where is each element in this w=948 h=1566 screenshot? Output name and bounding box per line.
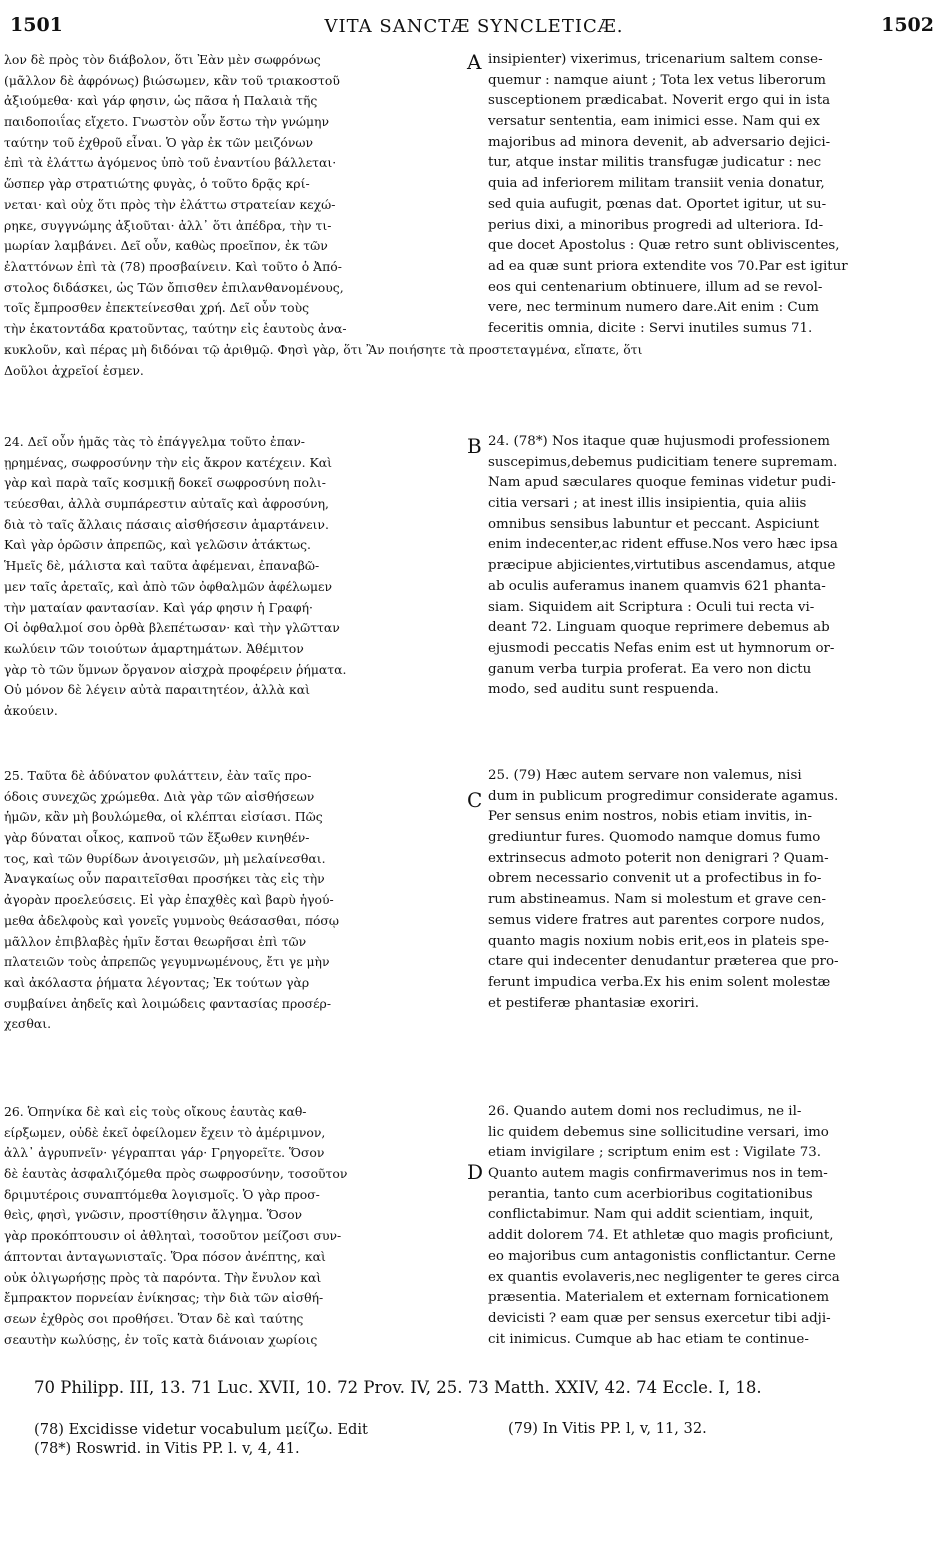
text-line: οὐκ ὀλιγωρήσῃς πρὸς τὰ παρόντα. Τὴν ἔνυλον καὶ xyxy=(4,1269,322,1285)
text-line: λον δὲ πρὸς τὸν διάβολον, ὅτι Ἐὰν μὲν σωφρόνως xyxy=(4,52,321,67)
text-line: lic quidem debemus sine sollicitudine versari, imo xyxy=(488,1124,829,1140)
text-line: γὰρ προκόπτουσιν οἱ ἀθληταὶ, τοσοῦτον μείζοσι συν- xyxy=(4,1228,342,1244)
text-line: feceritis omnia, dicite : Servi inutiles sumus 71. xyxy=(488,320,813,336)
text-line: susceptionem prædicabat. Noverit ergo qui in ista xyxy=(488,93,831,109)
scripture-references: 70 Philipp. III, 13. 71 Luc. XVII, 10. 72 Prov. IV, 25. 73 Matth. XXIV, 42. 74 Eccle. I, 18. xyxy=(34,1378,762,1397)
text-line: quemur : namque aiunt ; Tota lex vetus liberorum xyxy=(488,72,826,88)
margin-letter-b: B xyxy=(467,434,482,458)
text-line: Δοῦλοι ἀχρεῖοί ἐσμεν. xyxy=(4,362,144,378)
text-line: ἀλλ᾽ ἀγρυπνεῖν· γέγραπται γάρ· Γρηγορεῖτε. Ὅσον xyxy=(4,1145,325,1161)
text-line: quanto magis noxium nobis erit,eos in plateis spe- xyxy=(488,933,829,949)
text-line: grediuntur fures. Quomodo namque domus fumo xyxy=(488,830,821,846)
text-line: ἐλαττόνων ἐπὶ τὰ (78) προσβαίνειν. Καὶ τοῦτο ὁ Ἀπό- xyxy=(4,258,342,274)
footnote-79: (79) In Vitis PP. l, v, 11, 32. xyxy=(508,1420,707,1437)
text-line: τεύεσθαι, ἀλλὰ συμπάρεστιν αὐταῖς καὶ ἀφροσύνη, xyxy=(4,496,329,512)
page-number-left: 1501 xyxy=(10,14,63,36)
text-line: 26. Quando autem domi nos recludimus, ne il- xyxy=(488,1104,802,1119)
text-line: insipienter) vixerimus, tricenarium saltem conse- xyxy=(488,52,823,67)
text-line: ab oculis auferamus inanem quamvis 621 phanta- xyxy=(488,578,826,594)
text-line: Ἀναγκαίως οὖν παραιτεῖσθαι προσήκει τὰς εἰς τὴν xyxy=(4,871,325,887)
text-line: ρηκε, συγγνώμης ἀξιοῦται· ἀλλ᾽ ὅτι ἀπέδρα, τὴν τι- xyxy=(4,217,332,233)
footnotes-left xyxy=(34,1420,494,1458)
text-line: et pestiferæ phantasiæ exoriri. xyxy=(488,995,700,1011)
text-line: deant 72. Linguam quoque reprimere debemus ab xyxy=(488,620,830,636)
text-line: γὰρ καὶ παρὰ ταῖς κοσμικῇ δοκεῖ σωφροσύνη πολι- xyxy=(4,475,326,491)
text-line: dum in publicum progredimur considerate agamus. xyxy=(488,788,839,804)
text-line: Per sensus enim nostros, nobis etiam invitis, in- xyxy=(488,809,813,825)
greek-column-d xyxy=(4,1102,462,1350)
text-line: μωρίαν λαμβάνει. Δεῖ οὖν, καθὼς προεῖπον, ἐκ τῶν xyxy=(4,238,328,254)
text-line: ἔμπρακτον πορνείαν ἐνίκησας; τὴν διὰ τῶν αἰσθή- xyxy=(4,1290,324,1306)
text-line: δριμυτέροις συναπτόμεθα λογισμοῖς. Ὁ γὰρ προσ- xyxy=(4,1186,320,1202)
latin-column-a xyxy=(488,50,944,340)
text-line: μεθα ἀδελφοὺς καὶ γονεῖς γυμνοὺς θεάσασθαι, πόσῳ xyxy=(4,912,339,928)
text-line: ῃρημένας, σωφροσύνην τὴν εἰς ἄκρον κατέχειν. Καὶ xyxy=(4,454,333,470)
text-line: vere, nec terminum numero dare.Ait enim : Cum xyxy=(488,300,819,316)
text-line: 25. (79) Hæc autem servare non valemus, nisi xyxy=(488,768,802,783)
greek-column-c xyxy=(4,766,462,1035)
margin-letter-a: A xyxy=(467,50,482,74)
text-line: devicisti ? eam quæ per sensus exercetur tibi adji- xyxy=(488,1310,831,1326)
text-line: τοῖς ἔμπροσθεν ἐπεκτείνεσθαι χρή. Δεῖ οὖν τοὺς xyxy=(4,300,310,316)
text-line: είρξωμεν, οὐδὲ ἐκεῖ ὀφείλομεν ἔχειν τὸ ἀμέριμνον, xyxy=(4,1124,326,1140)
text-line: μᾶλλον ἐπιβλαβὲς ἡμῖν ἔσται θεωρῆσαι ἐπὶ τῶν xyxy=(4,933,307,949)
footnote-78b: (78*) Roswrid. in Vitis PP. l. v, 4, 41. xyxy=(34,1440,300,1457)
text-line: ctare qui indecenter denudantur præterea que pro- xyxy=(488,954,839,970)
running-header xyxy=(0,8,948,38)
text-line: ejusmodi peccatis Nefas enim est ut hymnorum or- xyxy=(488,640,835,656)
greek-column-b xyxy=(4,432,462,722)
text-line: Καὶ γὰρ ὁρῶσιν ἀπρεπῶς, καὶ γελῶσιν ἀτάκτως. xyxy=(4,537,311,553)
text-line: ἀξιούμεθα· καὶ γάρ φησιν, ὡς πᾶσα ἡ Παλαιὰ τῆς xyxy=(4,93,318,109)
text-line: ἀκούειν. xyxy=(4,702,58,718)
greek-column-a xyxy=(4,50,462,340)
text-line: Nam apud sæculares quoque feminas videtur pudi- xyxy=(488,475,836,491)
text-line: sed quia aufugit, pœnas dat. Oportet igitur, ut su- xyxy=(488,196,827,212)
text-line: Quanto autem magis confirmaverimus nos in tem- xyxy=(488,1166,828,1182)
text-line: eo majoribus cum antagonistis conflictantur. Cerne xyxy=(488,1248,836,1264)
text-line: versatur sententia, eam inimici esse. Nam qui ex xyxy=(488,114,820,130)
text-line: νεται· καὶ οὐχ ὅτι πρὸς τὴν ἐλάττω στρατείαν κεχώ- xyxy=(4,196,336,212)
margin-letter-d: D xyxy=(467,1160,484,1184)
text-line: quia ad inferiorem militam transiit venia donatur, xyxy=(488,176,825,192)
text-line: ad ea quæ sunt priora extendite vos 70.Par est igitur xyxy=(488,258,848,274)
text-line: όδοις συνεχῶς χρώμεθα. Διὰ γὰρ τῶν αἰσθήσεων xyxy=(4,788,315,804)
text-line: ταύτην τοῦ ἐχθροῦ εἶναι. Ὁ γὰρ ἐκ τῶν μειζόνων xyxy=(4,134,314,150)
text-line: χεσθαι. xyxy=(4,1016,52,1032)
text-line: perius dixi, a minoribus progredi ad ulteriora. Id- xyxy=(488,217,824,233)
text-line: τὴν ἑκατοντάδα κρατοῦντας, ταύτην εἰς ἑαυτοὺς ἀνα- xyxy=(4,320,347,336)
text-line: semus videre fratres aut parentes corpore nudos, xyxy=(488,912,825,928)
text-line: enim indecenter,ac rident effuse.Nos vero hæc ipsa xyxy=(488,537,838,553)
text-line: σεων ἐχθρὸς σοι προθήσει. Ὅταν δὲ καὶ ταύτης xyxy=(4,1310,304,1326)
text-line: præcipue abjicientes,virtutibus ascendamus, atque xyxy=(488,558,836,574)
text-line: eos qui centenarium obtinuere, illum ad se revol- xyxy=(488,279,823,295)
text-line: obrem necessario convenit ut a profectibus in fo- xyxy=(488,871,822,887)
text-line: ferunt impudica verba.Ex his enim solent molestæ xyxy=(488,974,831,990)
text-line: suscepimus,debemus pudicitiam tenere supremam. xyxy=(488,454,838,470)
text-line: tur, atque instar militis transfugæ judicatur : nec xyxy=(488,155,822,171)
text-line: ganum verba turpia proferat. Ea vero non dictu xyxy=(488,661,812,677)
text-line: Ἡμεῖς δὲ, μάλιστα καὶ ταῦτα ἀφέμεναι, ἐπαναβῶ- xyxy=(4,558,320,574)
text-line: συμβαίνει ἀηδεῖς καὶ λοιμώδεις φαντασίας προσέρ- xyxy=(4,995,332,1011)
greek-full-width-lines xyxy=(4,340,944,381)
text-line: modo, sed auditu sunt respuenda. xyxy=(488,682,719,698)
text-line: addit dolorem 74. Et athletæ quo magis proficiunt, xyxy=(488,1228,834,1244)
text-line: 24. (78*) Nos itaque quæ hujusmodi professionem xyxy=(488,434,830,449)
text-line: τὴν ματαίαν φαντασίαν. Καὶ γάρ φησιν ἡ Γραφή· xyxy=(4,599,313,615)
text-line: 26. Ὁπηνίκα δὲ καὶ εἰς τοὺς οἴκους ἑαυτὰς καθ- xyxy=(4,1104,307,1119)
text-line: extrinsecus admoto poterit non denigrari ? Quam- xyxy=(488,850,829,866)
text-line: (μᾶλλον δὲ ἀφρόνως) βιώσωμεν, κἂν τοῦ τριακοστοῦ xyxy=(4,72,340,88)
text-line: ἐπὶ τὰ ἐλάττω ἀγόμενος ὑπὸ τοῦ ἐναντίου βάλλεται· xyxy=(4,155,337,171)
text-line: κωλύειν τῶν τοιούτων ἁμαρτημάτων. Ἀθέμιτον xyxy=(4,640,304,656)
text-line: citia versari ; at inest illis insipientia, quia aliis xyxy=(488,496,807,512)
footnote-78: (78) Excidisse videtur vocabulum μείζω. Edit xyxy=(34,1421,368,1438)
text-line: Οἱ ὀφθαλμοί σου ὀρθὰ βλεπέτωσαν· καὶ τὴν γλῶτταν xyxy=(4,620,340,636)
text-line: perantia, tanto cum acerbioribus cogitationibus xyxy=(488,1186,813,1202)
text-line: que docet Apostolus : Quæ retro sunt obliviscentes, xyxy=(488,238,840,254)
text-line: ὥσπερ γὰρ στρατιώτης φυγὰς, ὁ τοῦτο δρᾷς κρί- xyxy=(4,176,310,192)
text-line: ἡμῶν, κἂν μὴ βουλώμεθα, οἱ κλέπται εἰσίασι. Πῶς xyxy=(4,809,323,825)
text-line: ex quantis evolaveris,nec negligenter te geres circa xyxy=(488,1269,840,1285)
text-line: siam. Siquidem ait Scriptura : Oculi tui recta vi- xyxy=(488,599,815,615)
text-line: præsentia. Materialem et externam fornicationem xyxy=(488,1290,830,1306)
text-line: κυκλοῦν, καὶ πέρας μὴ διδόναι τῷ ἀριθμῷ. Φησὶ γὰρ, ὅτι Ἂν ποιήσητε τὰ προστεταγμένα, εἴπατε, ὅτι xyxy=(4,342,643,357)
text-line: cit inimicus. Cumque ab hac etiam te continue- xyxy=(488,1331,809,1347)
text-line: δὲ ἑαυτὰς ἀσφαλιζόμεθα πρὸς σωφροσύνην, τοσοῦτον xyxy=(4,1166,348,1182)
latin-column-d xyxy=(488,1102,944,1350)
text-line: γὰρ δύναται οἶκος, καπνοῦ τῶν ἔξωθεν κινηθέν- xyxy=(4,830,310,846)
text-line: 24. Δεῖ οὖν ἡμᾶς τὰς τὸ ἐπάγγελμα τοῦτο ἐπαν- xyxy=(4,434,305,449)
text-line: 25. Ταῦτα δὲ ἀδύνατον φυλάττειν, ἐὰν ταῖς προ- xyxy=(4,768,312,783)
text-line: τος, καὶ τῶν θυρίδων ἀνοιγεισῶν, μὴ μελαίνεσθαι. xyxy=(4,850,326,866)
text-line: σεαυτὴν κωλύσῃς, ἐν τοῖς κατὰ διάνοιαν χωρίοις xyxy=(4,1331,318,1347)
page-number-right: 1502 xyxy=(881,14,934,36)
text-line: conflictabimur. Nam qui addit scientiam, inquit, xyxy=(488,1207,814,1223)
text-line: etiam invigilare ; scriptum enim est : Vigilate 73. xyxy=(488,1145,822,1161)
text-line: καὶ ἀκόλαστα ῥήματα λέγοντας; Ἐκ τούτων γὰρ xyxy=(4,974,310,990)
text-line: στολος διδάσκει, ὡς Τῶν ὄπισθεν ἐπιλανθανομένους, xyxy=(4,279,344,295)
text-line: Οὐ μόνον δὲ λέγειν αὐτὰ παραιτητέον, ἀλλὰ καὶ xyxy=(4,682,310,698)
text-line: majoribus ad minora devenit, ab adversario dejici- xyxy=(488,134,831,150)
text-line: θεὶς, φησὶ, γνῶσιν, προστίθησιν ἄλγημα. Ὅσον xyxy=(4,1207,303,1223)
text-line: omnibus sensibus labuntur et peccant. Aspiciunt xyxy=(488,516,820,532)
latin-column-c xyxy=(488,766,944,1014)
text-line: παιδοποιΐας εἴχετο. Γνωστὸν οὖν ἔστω τὴν γνώμην xyxy=(4,114,329,130)
text-line: rum abstineamus. Nam si molestum et grave cen- xyxy=(488,892,827,908)
text-line: άπτονται ἀνταγωνισταῖς. Ὅρα πόσον ἀνέπτης, καὶ xyxy=(4,1248,326,1264)
text-line: πλατειῶν τοὺς ἀπρεπῶς γεγυμνωμένους, ἔτι γε μὴν xyxy=(4,954,330,970)
latin-column-b xyxy=(488,432,944,701)
text-line: μεν ταῖς ἀρεταῖς, καὶ ἀπὸ τῶν ὀφθαλμῶν ἀφέλωμεν xyxy=(4,578,332,594)
text-line: γὰρ τὸ τῶν ὕμνων ὄργανον αἰσχρὰ προφέρειν ῥήματα. xyxy=(4,661,347,677)
margin-letter-c: C xyxy=(467,788,483,812)
text-line: διὰ τὸ ταῖς ἄλλαις πάσαις αἰσθήσεσιν ἁμαρτάνειν. xyxy=(4,516,329,532)
text-line: ἀγορὰν προελεύσεις. Εἰ γὰρ ἐπαχθὲς καὶ βαρὺ ἡγού- xyxy=(4,892,334,908)
running-title: VITA SANCTÆ SYNCLETICÆ. xyxy=(324,16,624,37)
